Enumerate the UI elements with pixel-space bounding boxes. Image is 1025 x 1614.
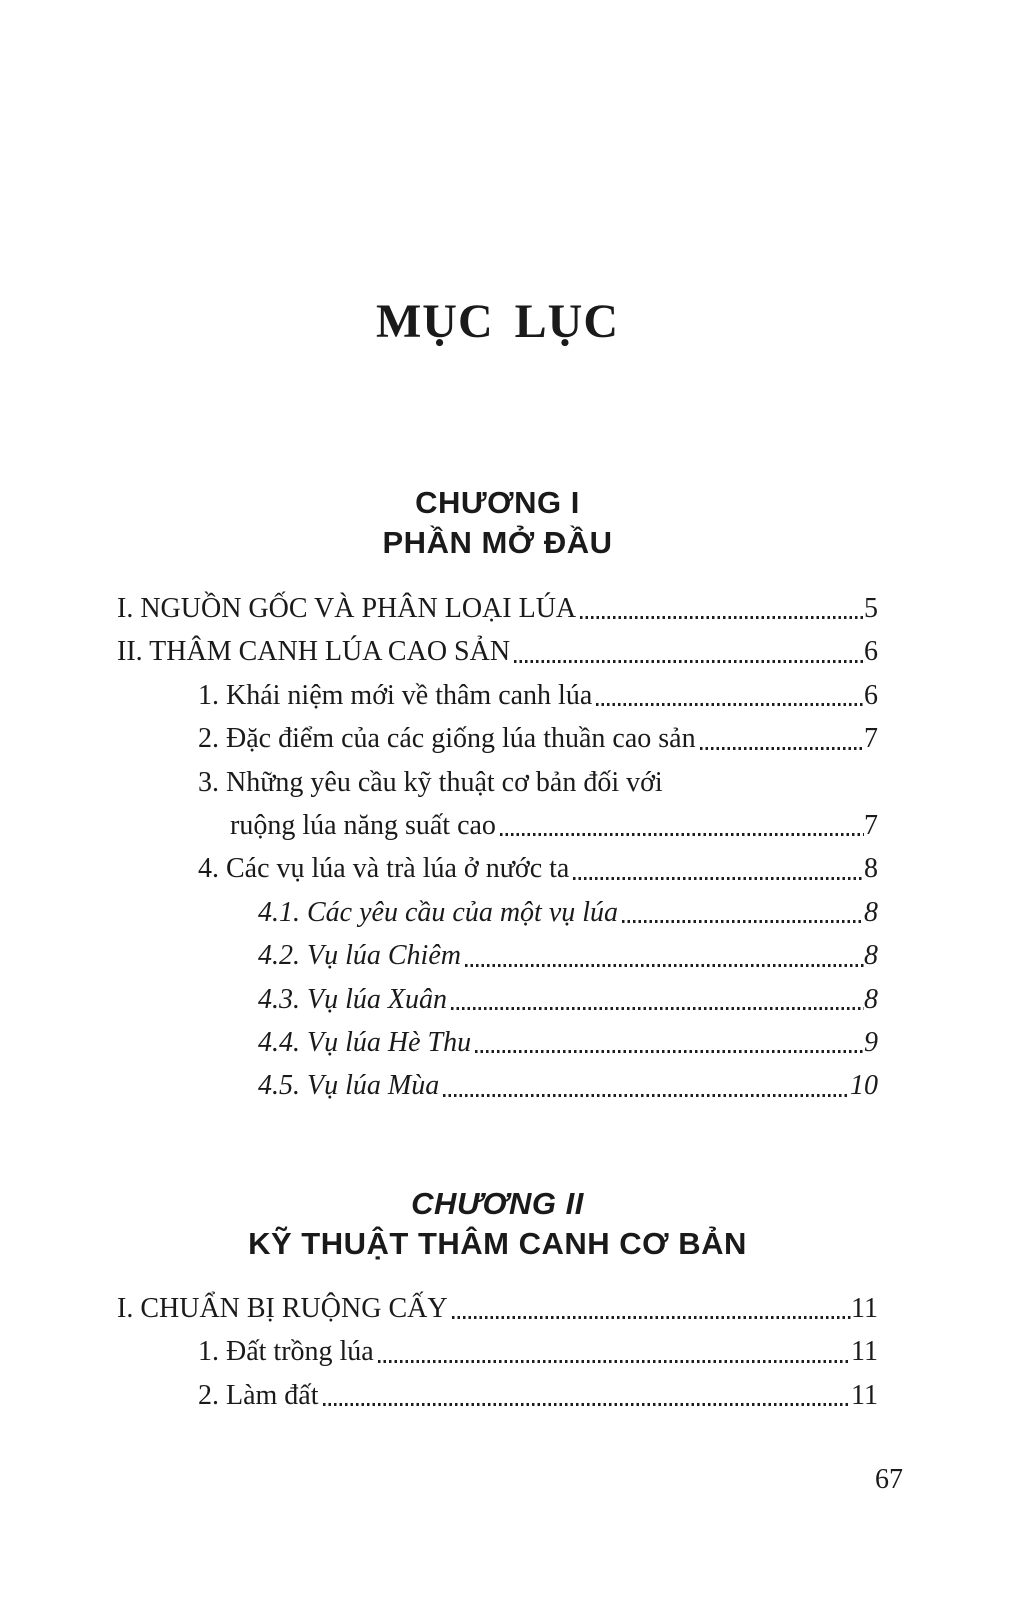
toc-entry-page: 8 — [864, 853, 878, 885]
toc-entry-label: 2. Làm đất — [198, 1379, 319, 1411]
toc-entry-page: 8 — [864, 940, 878, 972]
toc-entry — [117, 934, 878, 977]
dotted-leader — [622, 891, 864, 934]
toc-entry-label: 4.1. Các yêu cầu của một vụ lúa — [258, 896, 619, 928]
document-title: MỤC LỤC — [376, 295, 619, 348]
toc-entry-label: 4.5. Vụ lúa Mùa — [258, 1070, 440, 1102]
dotted-leader — [378, 1330, 851, 1373]
toc-entry — [117, 717, 878, 760]
toc-entry-page: 10 — [850, 1070, 878, 1102]
toc-entry-label: 1. Khái niệm mới về thâm canh lúa — [198, 679, 593, 711]
toc-entry — [117, 1374, 878, 1417]
toc-entry-page: 7 — [864, 810, 878, 842]
toc-entry-page: 8 — [864, 896, 878, 928]
toc-entry — [117, 978, 878, 1021]
toc-entry-page: 9 — [864, 1027, 878, 1059]
toc-entry-page: 8 — [864, 983, 878, 1015]
toc-entry-page: 11 — [851, 1336, 878, 1368]
dotted-leader — [452, 1287, 851, 1330]
toc-entry-label: ruộng lúa năng suất cao — [230, 810, 496, 842]
toc-entry-page: 7 — [864, 723, 878, 755]
toc-entry-label: 3. Những yêu cầu kỹ thuật cơ bản đối với — [198, 766, 663, 798]
dotted-leader — [475, 1021, 864, 1064]
toc-entry — [117, 587, 878, 630]
toc-entry-page: 11 — [851, 1292, 878, 1324]
toc-entry — [117, 674, 878, 717]
dotted-leader — [573, 847, 864, 890]
toc-entry-label: 4.3. Vụ lúa Xuân — [258, 983, 447, 1015]
toc-entry-label: 1. Đất trồng lúa — [198, 1336, 374, 1368]
toc-list-chapter-1 — [117, 587, 878, 1108]
toc-entry — [117, 1330, 878, 1373]
toc-entry-label: 2. Đặc điểm của các giống lúa thuần cao sản — [198, 723, 696, 755]
toc-entry-label: 4.4. Vụ lúa Hè Thu — [258, 1027, 472, 1059]
chapter-2-title-line1: CHƯƠNG II — [411, 1185, 584, 1221]
toc-entry-page: 11 — [851, 1379, 878, 1411]
toc-entry-label: I. CHUẨN BỊ RUỘNG CẤY — [117, 1292, 448, 1324]
toc-entry — [117, 630, 878, 673]
dotted-leader — [514, 630, 864, 673]
toc-entry-page: 6 — [864, 636, 878, 668]
chapter-1-title-line2: PHẦN MỞ ĐẦU — [382, 525, 613, 560]
toc-entry — [117, 1287, 878, 1330]
toc-entry — [117, 891, 878, 934]
toc-entry — [117, 1021, 878, 1064]
chapter-2-heading — [117, 1184, 878, 1264]
toc-entry — [117, 1064, 878, 1107]
dotted-leader — [451, 978, 864, 1021]
toc-entry-label: 4. Các vụ lúa và trà lúa ở nước ta — [198, 853, 570, 885]
toc-entry-wrapped-line2 — [117, 804, 878, 847]
dotted-leader — [700, 717, 864, 760]
toc-entry — [117, 847, 878, 890]
toc-entry-wrapped-line1 — [117, 761, 878, 804]
chapter-1-heading — [117, 483, 878, 563]
dotted-leader — [323, 1374, 852, 1417]
chapter-1-title-line1: CHƯƠNG I — [415, 485, 580, 520]
dotted-leader — [443, 1064, 850, 1107]
page-number: 67 — [875, 1464, 903, 1495]
toc-list-chapter-2 — [117, 1287, 878, 1417]
dotted-leader — [596, 674, 864, 717]
dotted-leader — [500, 804, 864, 847]
toc-entry-label: II. THÂM CANH LÚA CAO SẢN — [117, 636, 511, 668]
toc-entry-page: 6 — [864, 679, 878, 711]
dotted-leader — [465, 934, 864, 977]
dotted-leader — [580, 587, 864, 630]
toc-entry-page: 5 — [864, 593, 878, 624]
chapter-2-title-line2: KỸ THUẬT THÂM CANH CƠ BẢN — [248, 1225, 747, 1261]
toc-entry-label: I. NGUỒN GỐC VÀ PHÂN LOẠI LÚA — [117, 593, 577, 624]
toc-entry-label: 4.2. Vụ lúa Chiêm — [258, 940, 461, 972]
